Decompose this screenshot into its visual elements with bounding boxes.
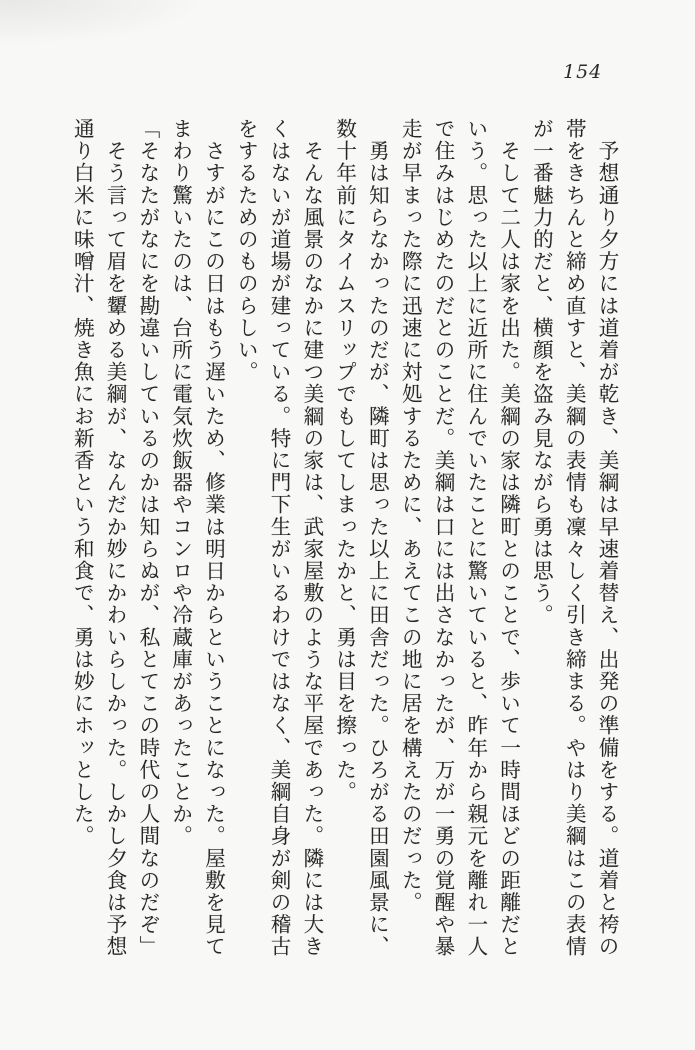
page-text: [65, 118, 623, 968]
text-line: で住みはじめたのだとのことだ。美綱は口には出さなかったが、万が一勇の覚醒や暴: [431, 118, 456, 958]
page-number: 154: [563, 61, 603, 83]
text-line: まわり驚いたのは、台所に電気炊飯器やコンロや冷蔵庫があったことか。: [168, 118, 193, 848]
text-line: 「そなたがなにを勘違いしているのかは知らぬが、私とてこの時代の人間なのだぞ」: [135, 118, 160, 958]
text-line: 通り白米に味噌汁、焼き魚にお新香という和食で、勇は妙にホッとした。: [70, 118, 95, 848]
text-line: そう言って眉を顰める美綱が、なんだか妙にかわいらしかった。しかし夕食は予想: [103, 118, 128, 958]
text-line: をするためのものらしい。: [234, 118, 259, 384]
text-line: が一番魅力的だと、横顔を盗み見ながら勇は思う。: [529, 118, 554, 627]
text-line: 走が早まった際に迅速に対処するために、あえてこの地に居を構えたのだった。: [398, 118, 423, 914]
text-line: 数十年前にタイムスリップでもしてしまったかと、勇は目を擦った。: [332, 118, 357, 804]
text-line: そして二人は家を出た。美綱の家は隣町とのことで、歩いて一時間ほどの距離だと: [496, 118, 521, 958]
text-line: そんな風景のなかに建つ美綱の家は、武家屋敷のような平屋であった。隣には大き: [299, 118, 324, 958]
text-line: 勇は知らなかったのだが、隣町は思った以上に田舎だった。ひろがる田園風景に、: [365, 118, 390, 958]
text-line: いう。思った以上に近所に住んでいたことに驚いていると、昨年から親元を離れ一人: [463, 118, 488, 958]
text-line: くはないが道場が建っている。特に門下生がいるわけではなく、美綱自身が剣の稽古: [267, 118, 292, 958]
scan-artifact: [0, 0, 260, 70]
text-line: 帯をきちんと締め直すと、美綱の表情も凜々しく引き締まる。やはり美綱はこの表情: [562, 118, 587, 958]
text-line: 予想通り夕方には道着が乾き、美綱は早速着替え、出発の準備をする。道着と袴の: [595, 118, 619, 958]
text-line: さすがにこの日はもう遅いため、修業は明日からということになった。屋敷を見て: [201, 118, 226, 958]
